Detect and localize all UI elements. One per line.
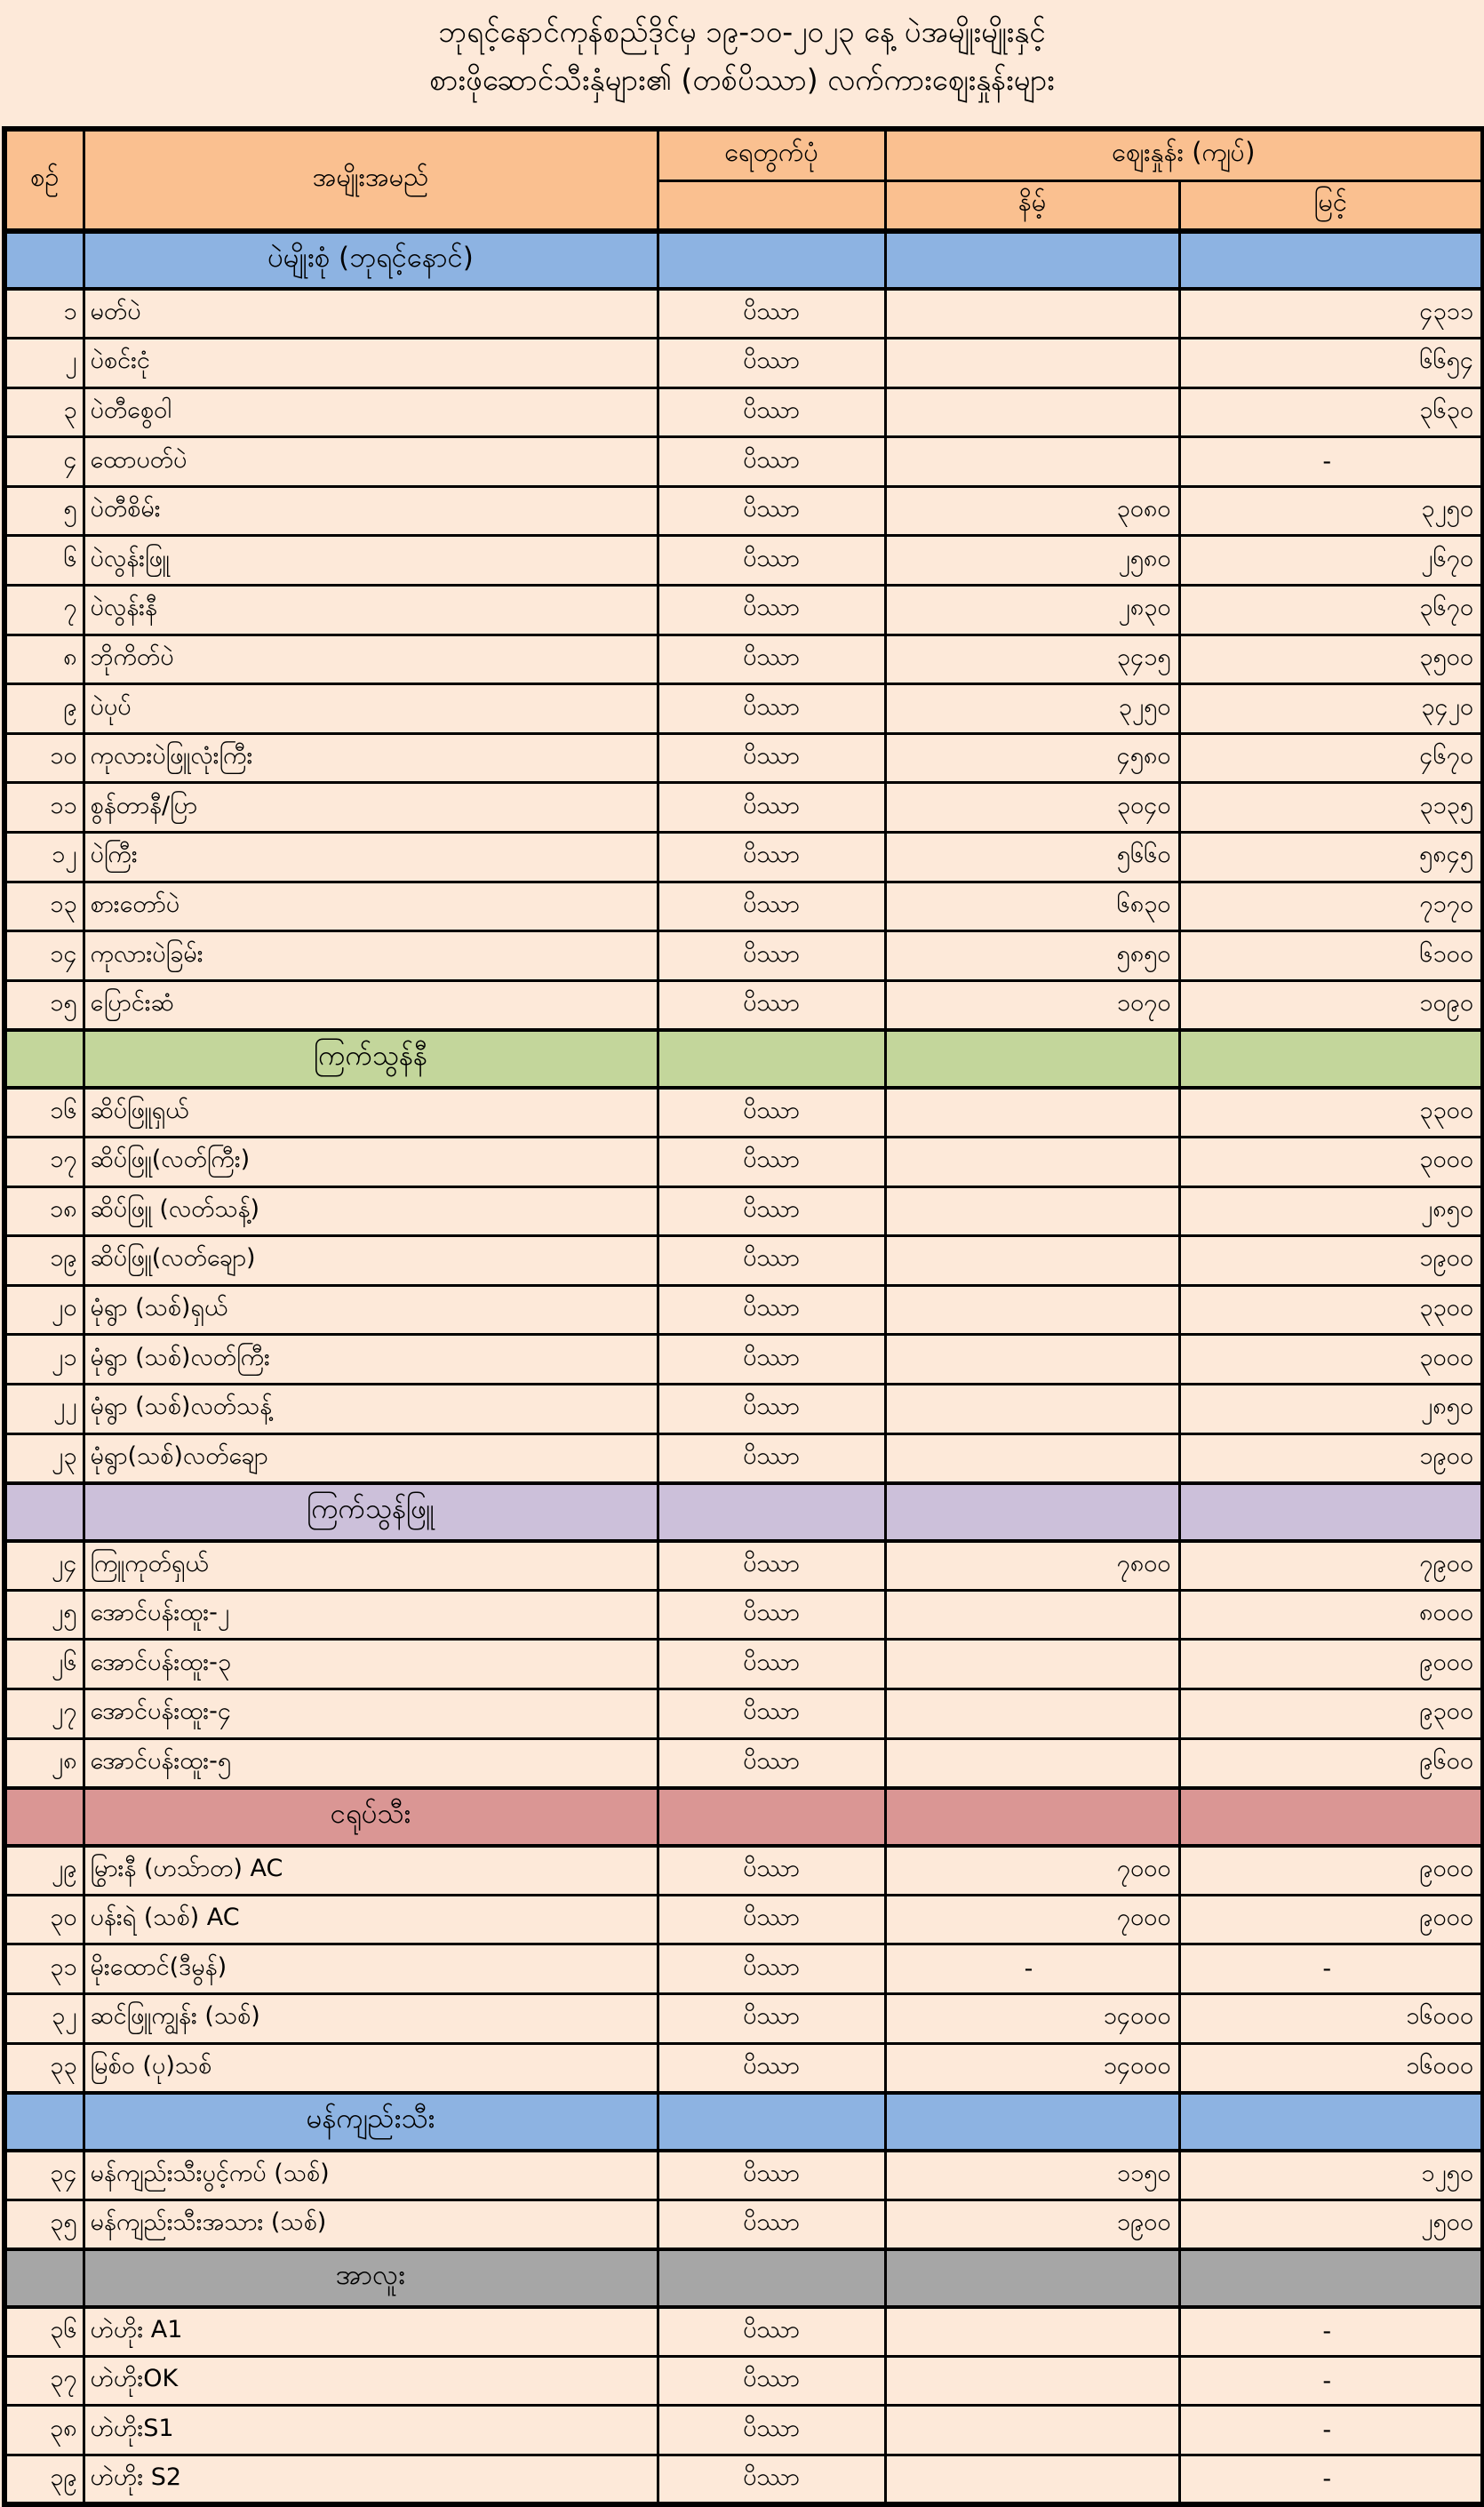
price-high: ၆၁၀၀ (1179, 931, 1483, 981)
item-name: ပဲလွန်းဖြူ (84, 536, 658, 586)
section-empty-cell (4, 2093, 84, 2151)
row-number: ၁၇ (4, 1138, 84, 1187)
table-row (4, 1236, 1483, 1286)
header-price: ဈေးနှုန်း (ကျပ်) (885, 129, 1483, 180)
row-number: ၃၈ (4, 2406, 84, 2455)
section-row (4, 2249, 1483, 2307)
row-number: ၂၀ (4, 1285, 84, 1335)
price-low (885, 1738, 1179, 1788)
row-number: ၂၆ (4, 1640, 84, 1689)
price-low: ၁၄၀၀၀ (885, 1993, 1179, 2043)
item-name: ပဲတီစွေဝါ (84, 387, 658, 437)
section-empty-cell (885, 231, 1179, 289)
title-block (0, 0, 1484, 126)
section-empty-cell (658, 2093, 885, 2151)
table-row (4, 486, 1483, 536)
item-unit: ပိဿာ (658, 586, 885, 635)
section-empty-cell (885, 1788, 1179, 1846)
table-row (4, 684, 1483, 734)
price-high: - (1179, 2307, 1483, 2357)
item-name: ဆိပ်ဖြူ(လတ်ချော) (84, 1236, 658, 1286)
row-number: ၁၆ (4, 1088, 84, 1138)
table-row (4, 586, 1483, 635)
item-name: ပဲကြီး (84, 833, 658, 882)
row-number: ၃၇ (4, 2356, 84, 2406)
price-high: ၃၅၀၀ (1179, 635, 1483, 684)
section-row (4, 1788, 1483, 1846)
section-title: ငရုပ်သီး (84, 1788, 658, 1846)
section-empty-cell (658, 1483, 885, 1541)
section-empty-cell (658, 231, 885, 289)
table-row (4, 1738, 1483, 1788)
item-name: ထောပတ်ပဲ (84, 437, 658, 487)
item-unit: ပိဿာ (658, 1236, 885, 1286)
row-number: ၃၆ (4, 2307, 84, 2357)
price-high: - (1179, 2356, 1483, 2406)
table-row (4, 2455, 1483, 2505)
section-empty-cell (4, 1483, 84, 1541)
row-number: ၃၂ (4, 1993, 84, 2043)
row-number: ၇ (4, 586, 84, 635)
item-name: ဟဲဟိုး A1 (84, 2307, 658, 2357)
item-name: မြစ်ဝ (ပု)သစ် (84, 2043, 658, 2093)
section-empty-cell (1179, 2249, 1483, 2307)
price-high: ၄၃၁၁ (1179, 289, 1483, 339)
section-row (4, 1030, 1483, 1088)
section-empty-cell (4, 1788, 84, 1846)
price-low (885, 1433, 1179, 1483)
item-name: ကြူကုတ်ရှယ် (84, 1541, 658, 1591)
table-row (4, 1846, 1483, 1896)
table-row (4, 1590, 1483, 1640)
table-row (4, 1895, 1483, 1944)
item-name: ပဲပုပ် (84, 684, 658, 734)
table-row (4, 882, 1483, 931)
item-unit: ပိဿာ (658, 1186, 885, 1236)
price-high: ၂၅၀၀ (1179, 2200, 1483, 2249)
row-number: ၃၉ (4, 2455, 84, 2505)
item-unit: ပိဿာ (658, 1689, 885, 1738)
row-number: ၃၀ (4, 1895, 84, 1944)
row-number: ၁၀ (4, 733, 84, 783)
section-row (4, 231, 1483, 289)
header-unit: ရေတွက်ပုံ (658, 129, 885, 180)
price-low: ၂၈၃၀ (885, 586, 1179, 635)
table-row (4, 635, 1483, 684)
price-low: ၅၆၆၀ (885, 833, 1179, 882)
price-low: ၁၉၀၀ (885, 2200, 1179, 2249)
table-row (4, 1285, 1483, 1335)
price-low: ၃၄၁၅ (885, 635, 1179, 684)
item-unit: ပိဿာ (658, 1640, 885, 1689)
price-low (885, 2356, 1179, 2406)
price-low (885, 387, 1179, 437)
row-number: ၆ (4, 536, 84, 586)
price-high: ၁၂၅၀ (1179, 2151, 1483, 2200)
section-empty-cell (1179, 1483, 1483, 1541)
price-high: ၇၉၀၀ (1179, 1541, 1483, 1591)
price-low (885, 1640, 1179, 1689)
table-row (4, 1384, 1483, 1433)
row-number: ၂၈ (4, 1738, 84, 1788)
price-low (885, 2307, 1179, 2357)
price-high: ၉၃၀၀ (1179, 1689, 1483, 1738)
table-row (4, 1335, 1483, 1385)
price-high: ၆၆၅၄ (1179, 339, 1483, 388)
section-empty-cell (1179, 1030, 1483, 1088)
price-high: - (1179, 2455, 1483, 2505)
price-low: ၃၀၈၀ (885, 486, 1179, 536)
price-high: ၅၈၄၅ (1179, 833, 1483, 882)
section-empty-cell (885, 1030, 1179, 1088)
table-row (4, 1138, 1483, 1187)
row-number: ၁၈ (4, 1186, 84, 1236)
row-number: ၃၄ (4, 2151, 84, 2200)
item-unit: ပိဿာ (658, 2043, 885, 2093)
table-row (4, 833, 1483, 882)
price-low (885, 2455, 1179, 2505)
price-high: ၂၆၇၀ (1179, 536, 1483, 586)
row-number: ၂၅ (4, 1590, 84, 1640)
item-unit: ပိဿာ (658, 2200, 885, 2249)
price-low (885, 1590, 1179, 1640)
item-name: မုံရွာ (သစ်)ရှယ် (84, 1285, 658, 1335)
table-row (4, 1944, 1483, 1994)
item-unit: ပိဿာ (658, 1738, 885, 1788)
item-unit: ပိဿာ (658, 1433, 885, 1483)
price-low (885, 1335, 1179, 1385)
item-unit: ပိဿာ (658, 2455, 885, 2505)
row-number: ၉ (4, 684, 84, 734)
price-high: - (1179, 2406, 1483, 2455)
price-high: ၃၂၅၀ (1179, 486, 1483, 536)
item-unit: ပိဿာ (658, 1541, 885, 1591)
row-number: ၁၂ (4, 833, 84, 882)
section-empty-cell (4, 1030, 84, 1088)
item-unit: ပိဿာ (658, 733, 885, 783)
item-unit: ပိဿာ (658, 980, 885, 1030)
item-unit: ပိဿာ (658, 2151, 885, 2200)
item-name: ပဲတီစိမ်း (84, 486, 658, 536)
table-row (4, 289, 1483, 339)
item-unit: ပိဿာ (658, 437, 885, 487)
section-empty-cell (1179, 231, 1483, 289)
table-row (4, 980, 1483, 1030)
row-number: ၂၂ (4, 1384, 84, 1433)
price-low: ၇၀၀၀ (885, 1895, 1179, 1944)
price-high: ၃၀၀၀ (1179, 1335, 1483, 1385)
table-row (4, 2151, 1483, 2200)
table-row (4, 2200, 1483, 2249)
item-unit: ပိဿာ (658, 2307, 885, 2357)
price-low (885, 1138, 1179, 1187)
item-name: ဆိပ်ဖြူ (လတ်သန့်) (84, 1186, 658, 1236)
item-name: မုံရွာ (သစ်)လတ်ကြီး (84, 1335, 658, 1385)
row-number: ၂ (4, 339, 84, 388)
item-name: မန်ကျည်းသီးအသား (သစ်) (84, 2200, 658, 2249)
item-unit: ပိဿာ (658, 931, 885, 981)
row-number: ၃၃ (4, 2043, 84, 2093)
item-name: အောင်ပန်းထူး-၃ (84, 1640, 658, 1689)
item-name: ဘိုကိတ်ပဲ (84, 635, 658, 684)
row-number: ၃၁ (4, 1944, 84, 1994)
table-row (4, 437, 1483, 487)
header-low: နိမ့် (885, 180, 1179, 231)
row-number: ၅ (4, 486, 84, 536)
row-number: ၈ (4, 635, 84, 684)
price-high: ၃၃၀၀ (1179, 1088, 1483, 1138)
row-number: ၁၄ (4, 931, 84, 981)
price-low (885, 1186, 1179, 1236)
item-name: ဆိပ်ဖြူ(လတ်ကြီး) (84, 1138, 658, 1187)
price-low: ၂၅၈၀ (885, 536, 1179, 586)
table-row (4, 1640, 1483, 1689)
row-number: ၂၇ (4, 1689, 84, 1738)
table-row (4, 2406, 1483, 2455)
item-unit: ပိဿာ (658, 1138, 885, 1187)
price-high: ၇၁၇၀ (1179, 882, 1483, 931)
item-unit: ပိဿာ (658, 1895, 885, 1944)
table-row (4, 1689, 1483, 1738)
item-unit: ပိဿာ (658, 783, 885, 833)
header-unit-sub (658, 180, 885, 231)
section-empty-cell (885, 2249, 1179, 2307)
item-unit: ပိဿာ (658, 1590, 885, 1640)
section-empty-cell (4, 2249, 84, 2307)
price-low: ၇၈၀၀ (885, 1541, 1179, 1591)
item-unit: ပိဿာ (658, 1335, 885, 1385)
price-low: ၁၁၅၀ (885, 2151, 1179, 2200)
section-empty-cell (1179, 1788, 1483, 1846)
price-low: ၃၂၅၀ (885, 684, 1179, 734)
section-empty-cell (1179, 2093, 1483, 2151)
price-high: - (1179, 1944, 1483, 1994)
price-high: ၂၈၅၀ (1179, 1384, 1483, 1433)
row-number: ၃ (4, 387, 84, 437)
item-name: မိုးထောင်(ဒီမွန်) (84, 1944, 658, 1994)
price-high: ၁၉၀၀ (1179, 1433, 1483, 1483)
section-row (4, 2093, 1483, 2151)
item-name: စားတော်ပဲ (84, 882, 658, 931)
item-name: မန်ကျည်းသီးပွင့်ကပ် (သစ်) (84, 2151, 658, 2200)
price-high: ၉၀၀၀ (1179, 1895, 1483, 1944)
item-name: အောင်ပန်းထူး-၂ (84, 1590, 658, 1640)
price-high: ၈၀၀၀ (1179, 1590, 1483, 1640)
price-high: ၃၀၀၀ (1179, 1138, 1483, 1187)
price-low (885, 1236, 1179, 1286)
price-low (885, 1088, 1179, 1138)
item-unit: ပိဿာ (658, 684, 885, 734)
item-name: ပဲစင်းငုံ (84, 339, 658, 388)
table-header (4, 129, 1483, 231)
row-number: ၂၁ (4, 1335, 84, 1385)
item-unit: ပိဿာ (658, 387, 885, 437)
table-row (4, 931, 1483, 981)
item-name: အောင်ပန်းထူး-၅ (84, 1738, 658, 1788)
row-number: ၄ (4, 437, 84, 487)
price-high: ၃၄၂၀ (1179, 684, 1483, 734)
header-no: စဉ် (4, 129, 84, 231)
item-name: မတ်ပဲ (84, 289, 658, 339)
table-row (4, 1541, 1483, 1591)
table-row (4, 2356, 1483, 2406)
row-number: ၁၅ (4, 980, 84, 1030)
price-low: ၇၀၀၀ (885, 1846, 1179, 1896)
section-empty-cell (885, 1483, 1179, 1541)
header-name: အမျိုးအမည် (84, 129, 658, 231)
row-number: ၂၉ (4, 1846, 84, 1896)
price-high: ၉၀၀၀ (1179, 1846, 1483, 1896)
item-name: မုံရွာ (သစ်)လတ်သန့် (84, 1384, 658, 1433)
item-unit: ပိဿာ (658, 1285, 885, 1335)
row-number: ၂၃ (4, 1433, 84, 1483)
row-number: ၁၃ (4, 882, 84, 931)
item-name: စွန်တာနီ/ပြာ (84, 783, 658, 833)
item-name: ပဲလွန်းနီ (84, 586, 658, 635)
item-unit: ပိဿာ (658, 1993, 885, 2043)
price-high: ၃၃၀၀ (1179, 1285, 1483, 1335)
item-unit: ပိဿာ (658, 833, 885, 882)
table-row (4, 2307, 1483, 2357)
price-high: ၄၆၇၀ (1179, 733, 1483, 783)
section-title: အာလူး (84, 2249, 658, 2307)
table-row (4, 1993, 1483, 2043)
item-unit: ပိဿာ (658, 882, 885, 931)
price-low: ၆၈၃၀ (885, 882, 1179, 931)
title-line-1: ဘုရင့်နောင်ကုန်စည်ဒိုင်မှ ၁၉-၁၀-၂၀၂၃ နေ့ ပဲအမျိုးမျိုးနှင့် (438, 14, 1046, 49)
header-high: မြင့် (1179, 180, 1483, 231)
item-name: ကုလားပဲခြမ်း (84, 931, 658, 981)
table-row (4, 1433, 1483, 1483)
price-low (885, 339, 1179, 388)
item-name: မုံရွာ(သစ်)လတ်ချော (84, 1433, 658, 1483)
price-high: ၁၉၀၀ (1179, 1236, 1483, 1286)
item-unit: ပိဿာ (658, 1846, 885, 1896)
item-name: ပြောင်းဆံ (84, 980, 658, 1030)
row-number: ၁၁ (4, 783, 84, 833)
table-row (4, 733, 1483, 783)
table-body (4, 231, 1483, 2504)
section-empty-cell (885, 2093, 1179, 2151)
section-empty-cell (4, 231, 84, 289)
section-empty-cell (658, 2249, 885, 2307)
item-name: ဆိပ်ဖြူရှယ် (84, 1088, 658, 1138)
price-high: ၁၆၀၀၀ (1179, 1993, 1483, 2043)
price-low: ၁၄၀၀၀ (885, 2043, 1179, 2093)
price-low: ၅၈၅၀ (885, 931, 1179, 981)
item-name: ဟဲဟိုးOK (84, 2356, 658, 2406)
section-title: မန်ကျည်းသီး (84, 2093, 658, 2151)
section-row (4, 1483, 1483, 1541)
price-low: - (885, 1944, 1179, 1994)
price-low (885, 1285, 1179, 1335)
item-unit: ပိဿာ (658, 1088, 885, 1138)
item-name: အောင်ပန်းထူး-၄ (84, 1689, 658, 1738)
item-unit: ပိဿာ (658, 486, 885, 536)
table-row (4, 783, 1483, 833)
table-row (4, 339, 1483, 388)
item-unit: ပိဿာ (658, 339, 885, 388)
price-high: ၃၆၃၀ (1179, 387, 1483, 437)
item-name: ဆင်ဖြူကျွန်း (သစ်) (84, 1993, 658, 2043)
item-unit: ပိဿာ (658, 2356, 885, 2406)
section-empty-cell (658, 1030, 885, 1088)
item-name: ဟဲဟိုး S2 (84, 2455, 658, 2505)
price-table (2, 126, 1484, 2507)
section-title: ကြက်သွန်နီ (84, 1030, 658, 1088)
price-low (885, 2406, 1179, 2455)
row-number: ၃၅ (4, 2200, 84, 2249)
price-low (885, 289, 1179, 339)
price-high: ၉၀၀၀ (1179, 1640, 1483, 1689)
item-unit: ပိဿာ (658, 536, 885, 586)
table-row (4, 536, 1483, 586)
item-unit: ပိဿာ (658, 1384, 885, 1433)
price-low: ၃၀၄၀ (885, 783, 1179, 833)
item-unit: ပိဿာ (658, 289, 885, 339)
row-number: ၁၉ (4, 1236, 84, 1286)
item-name: မြွားနီ (ဟသ်ာတ) AC (84, 1846, 658, 1896)
item-name: ကုလားပဲဖြူလုံးကြီး (84, 733, 658, 783)
price-high: ၁၀၉၀ (1179, 980, 1483, 1030)
table-row (4, 1088, 1483, 1138)
price-high: ၃၆၇၀ (1179, 586, 1483, 635)
table-row (4, 1186, 1483, 1236)
price-high: - (1179, 437, 1483, 487)
section-title: ပဲမျိုးစုံ (ဘုရင့်နောင်) (84, 231, 658, 289)
price-low (885, 1384, 1179, 1433)
section-empty-cell (658, 1788, 885, 1846)
price-low: ၄၅၈၀ (885, 733, 1179, 783)
price-low (885, 1689, 1179, 1738)
item-unit: ပိဿာ (658, 1944, 885, 1994)
item-name: ပန်းရဲ (သစ်) AC (84, 1895, 658, 1944)
price-high: ၁၆၀၀၀ (1179, 2043, 1483, 2093)
title-line-2: စားဖိုဆောင်သီးနှံများ၏ (တစ်ပိဿာ) လက်ကားဈေးနှုန်းများ (429, 62, 1055, 97)
price-low: ၁၀၇၀ (885, 980, 1179, 1030)
price-high: ၂၈၅၀ (1179, 1186, 1483, 1236)
item-unit: ပိဿာ (658, 2406, 885, 2455)
price-high: ၉၆၀၀ (1179, 1738, 1483, 1788)
row-number: ၁ (4, 289, 84, 339)
item-name: ဟဲဟိုးS1 (84, 2406, 658, 2455)
price-high: ၃၁၃၅ (1179, 783, 1483, 833)
row-number: ၂၄ (4, 1541, 84, 1591)
section-title: ကြက်သွန်ဖြူ (84, 1483, 658, 1541)
item-unit: ပိဿာ (658, 635, 885, 684)
table-row (4, 387, 1483, 437)
price-low (885, 437, 1179, 487)
table-row (4, 2043, 1483, 2093)
